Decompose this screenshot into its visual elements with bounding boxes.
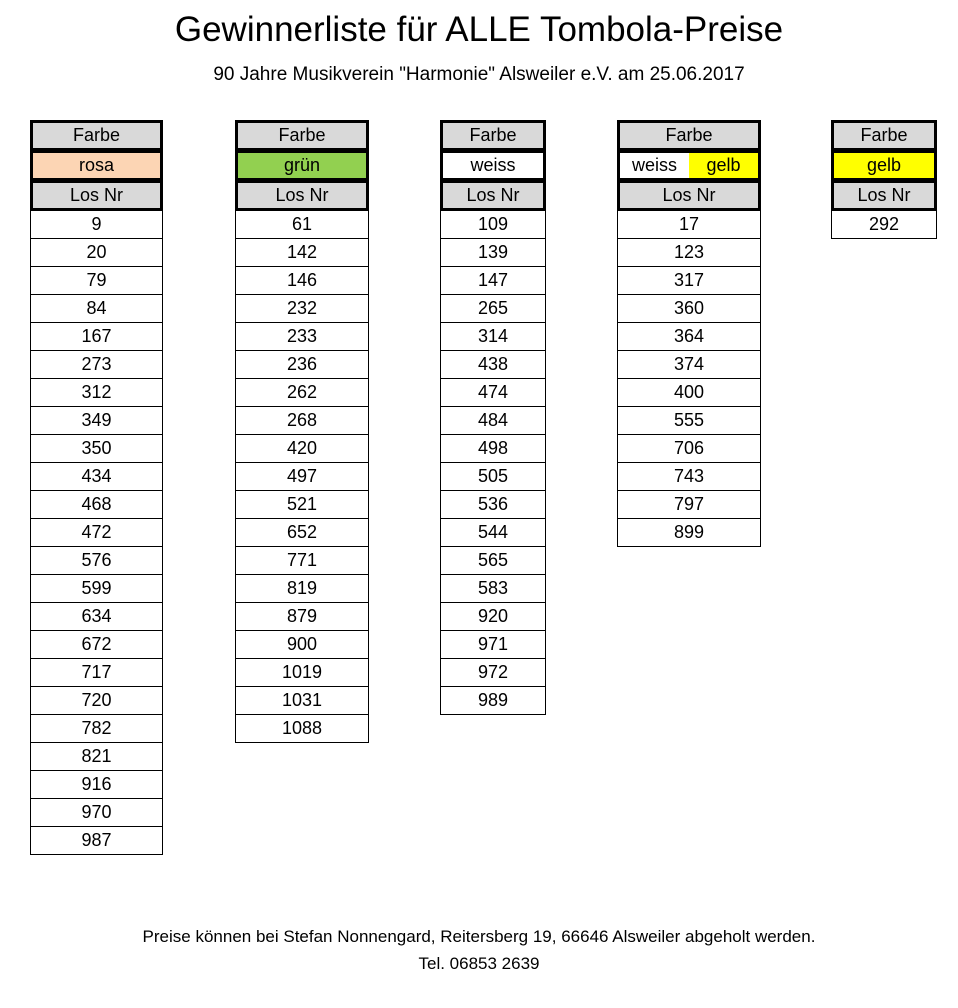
ticket-number: 652 [235, 518, 369, 547]
ticket-number: 900 [235, 630, 369, 659]
ticket-number: 879 [235, 602, 369, 631]
winner-column-3 [440, 120, 546, 715]
farbe-header: Farbe [440, 120, 546, 151]
ticket-number: 20 [30, 238, 163, 267]
ticket-number: 61 [235, 210, 369, 239]
ticket-number: 720 [30, 686, 163, 715]
page-title: Gewinnerliste für ALLE Tombola-Preise [174, 10, 784, 49]
winner-column-4 [617, 120, 761, 547]
winner-column-2 [235, 120, 369, 743]
ticket-number: 576 [30, 546, 163, 575]
ticket-number: 273 [30, 350, 163, 379]
ticket-number: 312 [30, 378, 163, 407]
ticket-number: 434 [30, 462, 163, 491]
los-nr-header: Los Nr [30, 180, 163, 211]
ticket-number: 474 [440, 378, 546, 407]
ticket-number: 797 [617, 490, 761, 519]
ticket-number: 17 [617, 210, 761, 239]
ticket-number: 987 [30, 826, 163, 855]
ticket-number: 971 [440, 630, 546, 659]
ticket-number: 167 [30, 322, 163, 351]
ticket-number: 771 [235, 546, 369, 575]
ticket-number: 544 [440, 518, 546, 547]
ticket-number: 521 [235, 490, 369, 519]
ticket-number: 317 [617, 266, 761, 295]
winner-column-1 [30, 120, 163, 855]
ticket-number: 236 [235, 350, 369, 379]
ticket-number: 139 [440, 238, 546, 267]
ticket-number: 555 [617, 406, 761, 435]
los-nr-header: Los Nr [831, 180, 937, 211]
ticket-number: 505 [440, 462, 546, 491]
ticket-number: 9 [30, 210, 163, 239]
ticket-number: 565 [440, 546, 546, 575]
ticket-number: 989 [440, 686, 546, 715]
ticket-number: 420 [235, 434, 369, 463]
ticket-number: 438 [440, 350, 546, 379]
ticket-number: 374 [617, 350, 761, 379]
ticket-number: 364 [617, 322, 761, 351]
ticket-number: 821 [30, 742, 163, 771]
ticket-number: 916 [30, 770, 163, 799]
ticket-number: 920 [440, 602, 546, 631]
footer-phone: Tel. 06853 2639 [418, 954, 540, 973]
ticket-number: 468 [30, 490, 163, 519]
ticket-number: 599 [30, 574, 163, 603]
ticket-number: 717 [30, 658, 163, 687]
footer-address: Preise können bei Stefan Nonnengard, Reitersberg 19, 66646 Alsweiler abgeholt werden. [142, 927, 816, 946]
ticket-number: 360 [617, 294, 761, 323]
color-label-part: weiss [620, 153, 689, 178]
ticket-number: 314 [440, 322, 546, 351]
ticket-number: 536 [440, 490, 546, 519]
color-label: rosa [30, 150, 163, 181]
ticket-number: 265 [440, 294, 546, 323]
ticket-number: 292 [831, 210, 937, 239]
ticket-number: 109 [440, 210, 546, 239]
ticket-number: 497 [235, 462, 369, 491]
ticket-number: 484 [440, 406, 546, 435]
color-label: gelb [831, 150, 937, 181]
ticket-number: 970 [30, 798, 163, 827]
ticket-number: 706 [617, 434, 761, 463]
ticket-number: 498 [440, 434, 546, 463]
ticket-number: 472 [30, 518, 163, 547]
ticket-number: 1031 [235, 686, 369, 715]
ticket-number: 1088 [235, 714, 369, 743]
color-label-part: gelb [689, 153, 758, 178]
los-nr-header: Los Nr [235, 180, 369, 211]
color-label: weiss [440, 150, 546, 181]
ticket-number: 350 [30, 434, 163, 463]
farbe-header: Farbe [30, 120, 163, 151]
ticket-number: 84 [30, 294, 163, 323]
los-nr-header: Los Nr [440, 180, 546, 211]
ticket-number: 142 [235, 238, 369, 267]
ticket-number: 146 [235, 266, 369, 295]
ticket-number: 147 [440, 266, 546, 295]
ticket-number: 79 [30, 266, 163, 295]
ticket-number: 743 [617, 462, 761, 491]
ticket-number: 782 [30, 714, 163, 743]
winner-column-5 [831, 120, 937, 239]
ticket-number: 400 [617, 378, 761, 407]
farbe-header: Farbe [617, 120, 761, 151]
farbe-header: Farbe [235, 120, 369, 151]
ticket-number: 634 [30, 602, 163, 631]
ticket-number: 123 [617, 238, 761, 267]
ticket-number: 262 [235, 378, 369, 407]
ticket-number: 1019 [235, 658, 369, 687]
ticket-number: 232 [235, 294, 369, 323]
color-label [617, 150, 761, 181]
color-label: grün [235, 150, 369, 181]
ticket-number: 899 [617, 518, 761, 547]
ticket-number: 268 [235, 406, 369, 435]
ticket-number: 972 [440, 658, 546, 687]
ticket-number: 583 [440, 574, 546, 603]
ticket-number: 233 [235, 322, 369, 351]
ticket-number: 672 [30, 630, 163, 659]
los-nr-header: Los Nr [617, 180, 761, 211]
ticket-number: 349 [30, 406, 163, 435]
page-subtitle: 90 Jahre Musikverein "Harmonie" Alsweiler e.V. am 25.06.2017 [213, 64, 745, 85]
farbe-header: Farbe [831, 120, 937, 151]
ticket-number: 819 [235, 574, 369, 603]
